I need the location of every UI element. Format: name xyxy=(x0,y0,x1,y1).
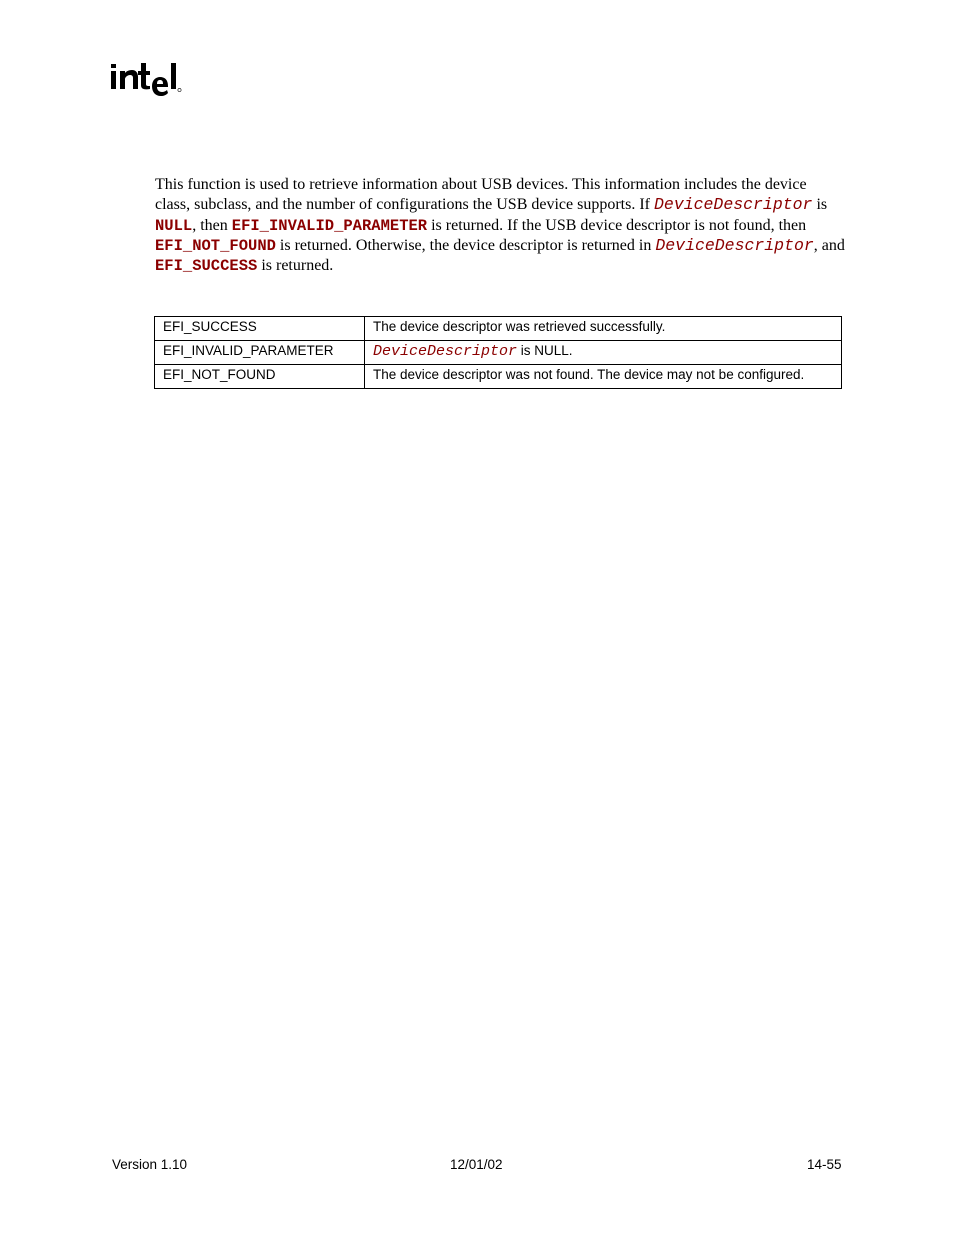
efi-not-found-code: EFI_NOT_FOUND xyxy=(155,236,276,255)
desc-text-6: , and xyxy=(813,236,845,254)
table-row xyxy=(155,341,842,365)
table-row xyxy=(155,365,842,389)
status-description-cell: The device descriptor was not found. The device may not be configured. xyxy=(365,365,842,389)
param-device-descriptor: DeviceDescriptor xyxy=(373,343,518,360)
desc-text-1: This function is used to retrieve information about USB devices. This information includes the device class, subclass, and the number of configurations the USB device supports. If xyxy=(155,176,807,214)
function-description xyxy=(155,175,845,276)
desc-text-4: is returned. If the USB device descriptor is not found, then xyxy=(427,216,807,234)
footer-date: 12/01/02 xyxy=(450,1157,503,1172)
status-code-cell: EFI_NOT_FOUND xyxy=(155,365,365,389)
status-code-cell: EFI_SUCCESS xyxy=(155,317,365,341)
status-description-cell xyxy=(365,341,842,365)
desc-text-3: , then xyxy=(192,216,232,234)
intel-logo xyxy=(110,58,184,102)
null-constant: NULL xyxy=(155,216,193,235)
param-device-descriptor: DeviceDescriptor xyxy=(654,195,813,215)
table-row xyxy=(155,317,842,341)
desc-text-2: is xyxy=(812,196,828,214)
status-description-cell: The device descriptor was retrieved successfully. xyxy=(365,317,842,341)
param-device-descriptor: DeviceDescriptor xyxy=(655,235,814,255)
footer-version: Version 1.10 xyxy=(112,1157,188,1172)
footer-page-number: 14-55 xyxy=(807,1157,842,1172)
efi-invalid-parameter-code: EFI_INVALID_PARAMETER xyxy=(231,216,428,235)
efi-success-code: EFI_SUCCESS xyxy=(155,257,258,276)
status-code-cell: EFI_INVALID_PARAMETER xyxy=(155,341,365,365)
desc-text-5: is returned. Otherwise, the device descriptor is returned in xyxy=(275,236,656,254)
desc-text-7: is returned. xyxy=(257,257,334,275)
status-codes-table xyxy=(154,316,842,389)
status-description-text: is NULL. xyxy=(517,343,573,358)
